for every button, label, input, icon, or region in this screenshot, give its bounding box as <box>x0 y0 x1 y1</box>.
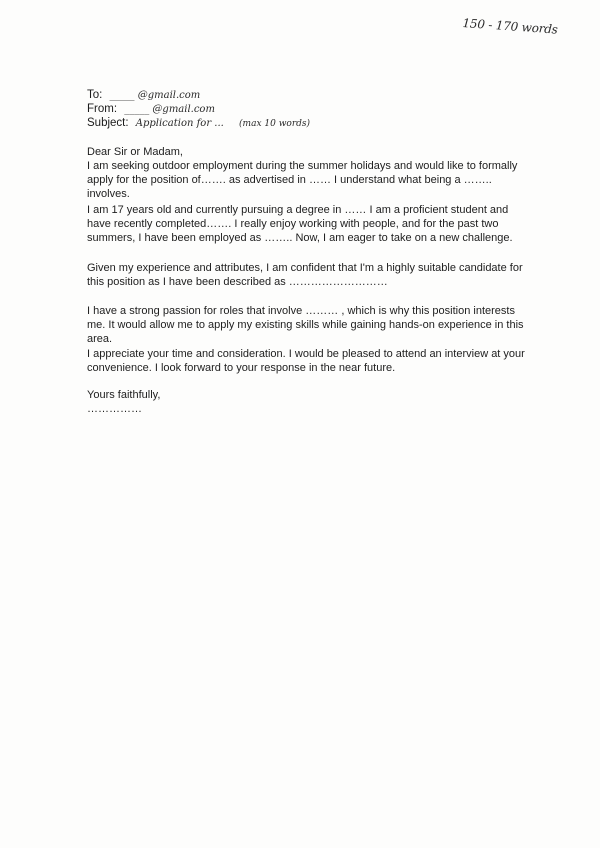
signature-placeholder: …………… <box>87 403 142 415</box>
subject-value: Application for ... <box>135 118 224 129</box>
paragraph-2: I am 17 years old and currently pursuing a degree in …… I am a proficient student and have recently completed……. I really enjoy working with people, and for the past two summers, I have been employed as …….. Now, I am eager to take on a new challenge. <box>87 204 513 244</box>
subject-note: (max 10 words) <box>239 119 311 129</box>
to-line <box>87 89 200 101</box>
from-line <box>87 103 215 115</box>
paragraph-3: Given my experience and attributes, I am confident that I'm a highly suitable candidate for this position as I have been described as ……………………… <box>87 262 523 288</box>
salutation: Dear Sir or Madam, <box>87 146 183 158</box>
to-value: _____ @gmail.com <box>109 90 201 101</box>
subject-line <box>87 117 310 129</box>
paragraph-5: I appreciate your time and consideration. I would be pleased to attend an interview at your convenience. I look forward to your response in the near future. <box>87 348 525 374</box>
from-label: From: <box>87 103 118 115</box>
paragraph-4: I have a strong passion for roles that involve ……… , which is why this position interests me. It would allow me to apply my existing skills while gaining hands-on experience in this area. <box>87 305 524 345</box>
closing: Yours faithfully, <box>87 389 161 401</box>
paragraph-1: I am seeking outdoor employment during the summer holidays and would like to formally apply for the position of……. as advertised in …… I understand what being a …….. involves. <box>87 160 518 200</box>
word-count-annotation: 150 - 170 words <box>462 16 559 37</box>
from-value: _____ @gmail.com <box>124 104 215 115</box>
to-label: To: <box>87 89 103 101</box>
subject-label: Subject: <box>87 117 129 129</box>
